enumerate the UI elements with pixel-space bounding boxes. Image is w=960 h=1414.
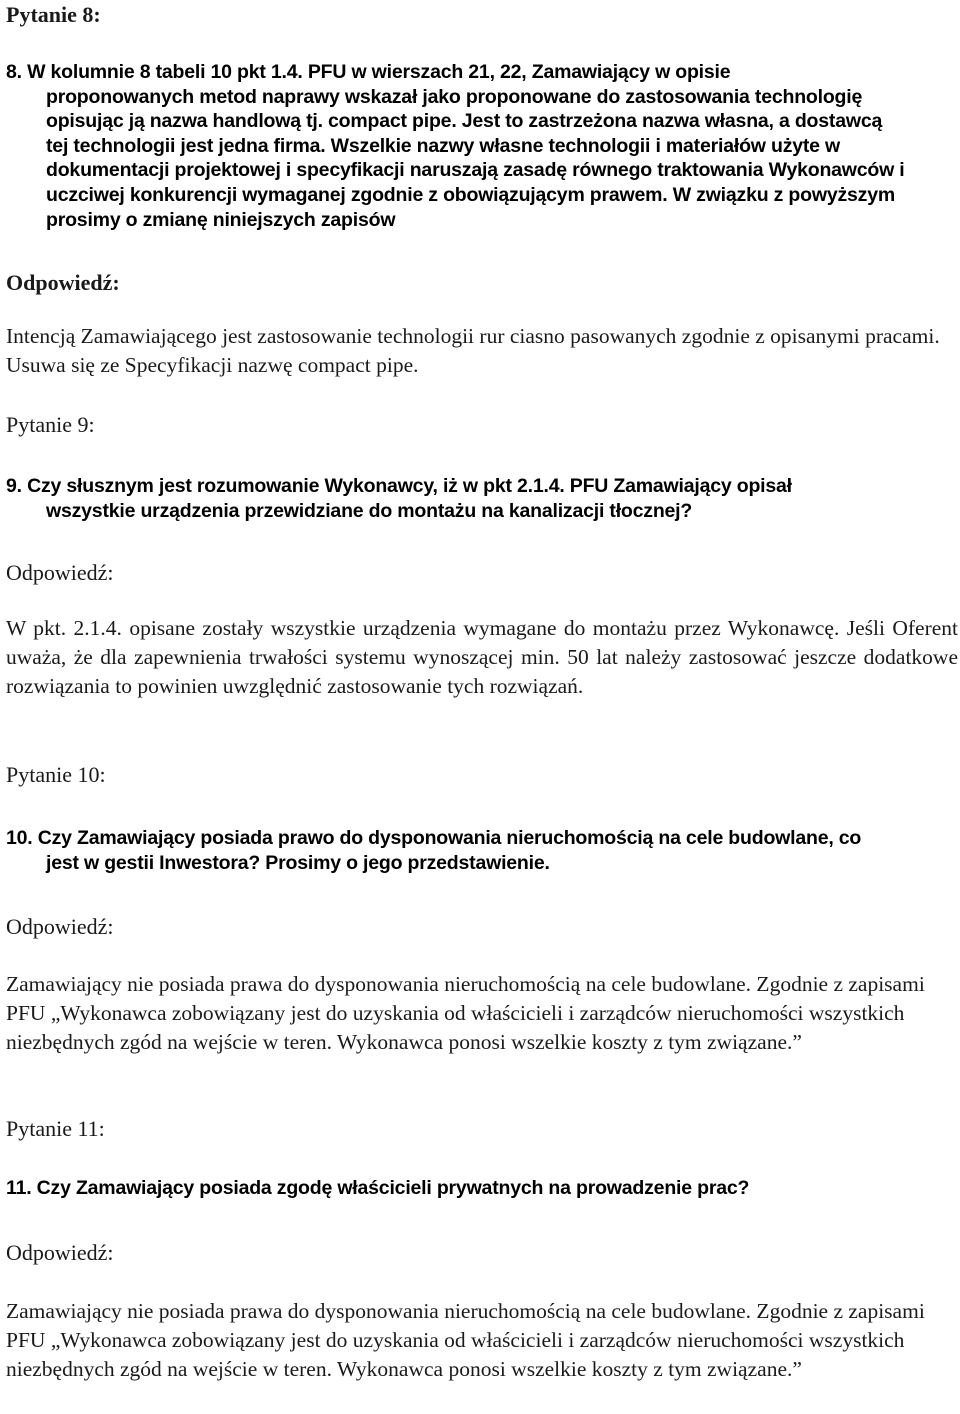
question-9-answer-label: Odpowiedź: [6, 560, 114, 585]
question-10-answer-label: Odpowiedź: [6, 914, 114, 939]
question-10-heading: Pytanie 10: [6, 762, 106, 787]
scan-line: proponowanych metod naprawy wskazał jako proponowane do zastosowania technologię [46, 85, 863, 108]
scan-line: 8. W kolumnie 8 tabeli 10 pkt 1.4. PFU w wierszach 21, 22, Zamawiający w opisie [6, 61, 731, 83]
scan-line: dokumentacji projektowej i specyfikacji naruszają zasadę równego traktowania Wykonawców i [46, 159, 905, 182]
question-11-answer-label: Odpowiedź: [6, 1240, 114, 1265]
scan-line: prosimy o zmianę niniejszych zapisów [46, 208, 396, 231]
question-11-heading: Pytanie 11: [6, 1116, 105, 1141]
question-9-heading: Pytanie 9: [6, 412, 95, 437]
question-8-scanned-text [6, 60, 956, 232]
question-11-answer: Zamawiający nie posiada prawa do dysponowania nieruchomością na cele budowlane. Zgodnie z zapisami PFU „Wykonawca zobowiązany jest do uzyskania od właścicieli i zarządców nieruchomości wszystkich niezbędnych zgód na wejście w teren. Wykonawca ponosi wszelkie koszty z tym związane.” [6, 1299, 925, 1381]
scan-line: jest w gestii Inwestora? Prosimy o jego przedstawienie. [46, 851, 550, 874]
question-9-answer: W pkt. 2.1.4. opisane zostały wszystkie urządzenia wymagane do montażu przez Wykonawcę. Jeśli Oferent uważa, że dla zapewnienia trwałości systemu wynoszącej min. 50 lat należy zastosować jeszcze dodatkowe rozwiązania to powinien uwzględnić zastosowanie tych rozwiązań. [6, 616, 958, 698]
question-10-answer: Zamawiający nie posiada prawa do dysponowania nieruchomością na cele budowlane. Zgodnie z zapisami PFU „Wykonawca zobowiązany jest do uzyskania od właścicieli i zarządców nieruchomości wszystkich niezbędnych zgód na wejście w teren. Wykonawca ponosi wszelkie koszty z tym związane.” [6, 972, 925, 1054]
scan-line: opisując ją nazwa handlową tj. compact pipe. Jest to zastrzeżona nazwa własna, a dostawcą [46, 110, 883, 133]
scan-line: 10. Czy Zamawiający posiada prawo do dysponowania nieruchomością na cele budowlane, co [6, 827, 862, 849]
scan-line: 9. Czy słusznym jest rozumowanie Wykonawcy, iż w pkt 2.1.4. PFU Zamawiający opisał [6, 475, 792, 497]
scan-line: tej technologii jest jedna firma. Wszelkie nazwy własne technologii i materiałów użyte w [46, 134, 841, 157]
question-9-scanned-text [6, 474, 956, 523]
scan-line: uczciwej konkurencji wymaganej zgodnie z obowiązującym prawem. W związku z powyższym [46, 183, 895, 206]
question-8-heading: Pytanie 8: [6, 2, 101, 27]
question-8-answer-label: Odpowiedź: [6, 270, 120, 295]
question-8-answer: Intencją Zamawiającego jest zastosowanie technologii rur ciasno pasowanych zgodnie z opisanymi pracami. Usuwa się ze Specyfikacji nazwę compact pipe. [6, 324, 940, 377]
scan-line: wszystkie urządzenia przewidziane do montażu na kanalizacji tłocznej? [46, 499, 693, 522]
question-10-scanned-text [6, 826, 956, 875]
scan-line: 11. Czy Zamawiający posiada zgodę właścicieli prywatnych na prowadzenie prac? [6, 1177, 750, 1199]
question-11-scanned-text [6, 1176, 956, 1201]
